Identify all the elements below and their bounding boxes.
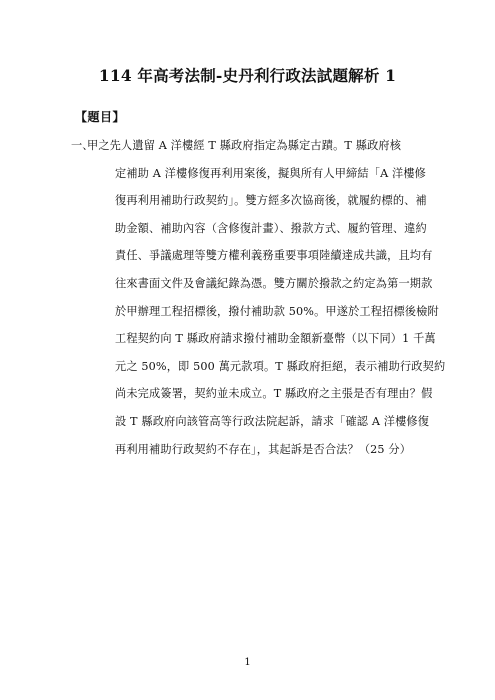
question-line: 甲之先人遺留 A 洋樓經 T 縣政府指定為縣定古蹟。T 縣政府核 bbox=[87, 139, 402, 152]
question-line: 責任、爭議處理等雙方權利義務重要事項陸續達成共識，且均有 bbox=[115, 249, 433, 263]
question-number: 一、 bbox=[71, 139, 94, 152]
document-title: 114 年高考法制-史丹利行政法試題解析 1 bbox=[98, 66, 397, 85]
question-line: 工程契約向 T 縣政府請求撥付補助金額新臺幣（以下同）1 千萬 bbox=[115, 332, 436, 346]
question-line: 助金額、補助內容（含修復計畫）、撥款方式、履約管理、違約 bbox=[115, 221, 427, 235]
page-number: 1 bbox=[244, 657, 251, 668]
section-heading: 【題目】 bbox=[75, 110, 126, 124]
question-line: 再利用補助行政契約不存在」，其起訴是否合法？（25 分） bbox=[115, 442, 412, 456]
question-line: 定補助 A 洋樓修復再利用案後，擬與所有人甲締結「A 洋樓修 bbox=[115, 166, 427, 180]
question-line: 尚未完成簽署，契約並未成立。T 縣政府之主張是否有理由？假 bbox=[115, 387, 433, 401]
question-line: 設 T 縣政府向該管高等行政法院起訴，請求「確認 A 洋樓修復 bbox=[115, 415, 430, 428]
question-line: 復再利用補助行政契約」。雙方經多次協商後，就履約標的、補 bbox=[115, 194, 427, 208]
question-line: 於甲辦理工程招標後，撥付補助款 50%。甲遂於工程招標後檢附 bbox=[115, 304, 439, 318]
question-line: 元之 50%，即 500 萬元款項。T 縣政府拒絕，表示補助行政契約 bbox=[115, 359, 446, 373]
question-line: 往來書面文件及會議紀錄為憑。雙方關於撥款之約定為第一期款 bbox=[115, 277, 433, 290]
